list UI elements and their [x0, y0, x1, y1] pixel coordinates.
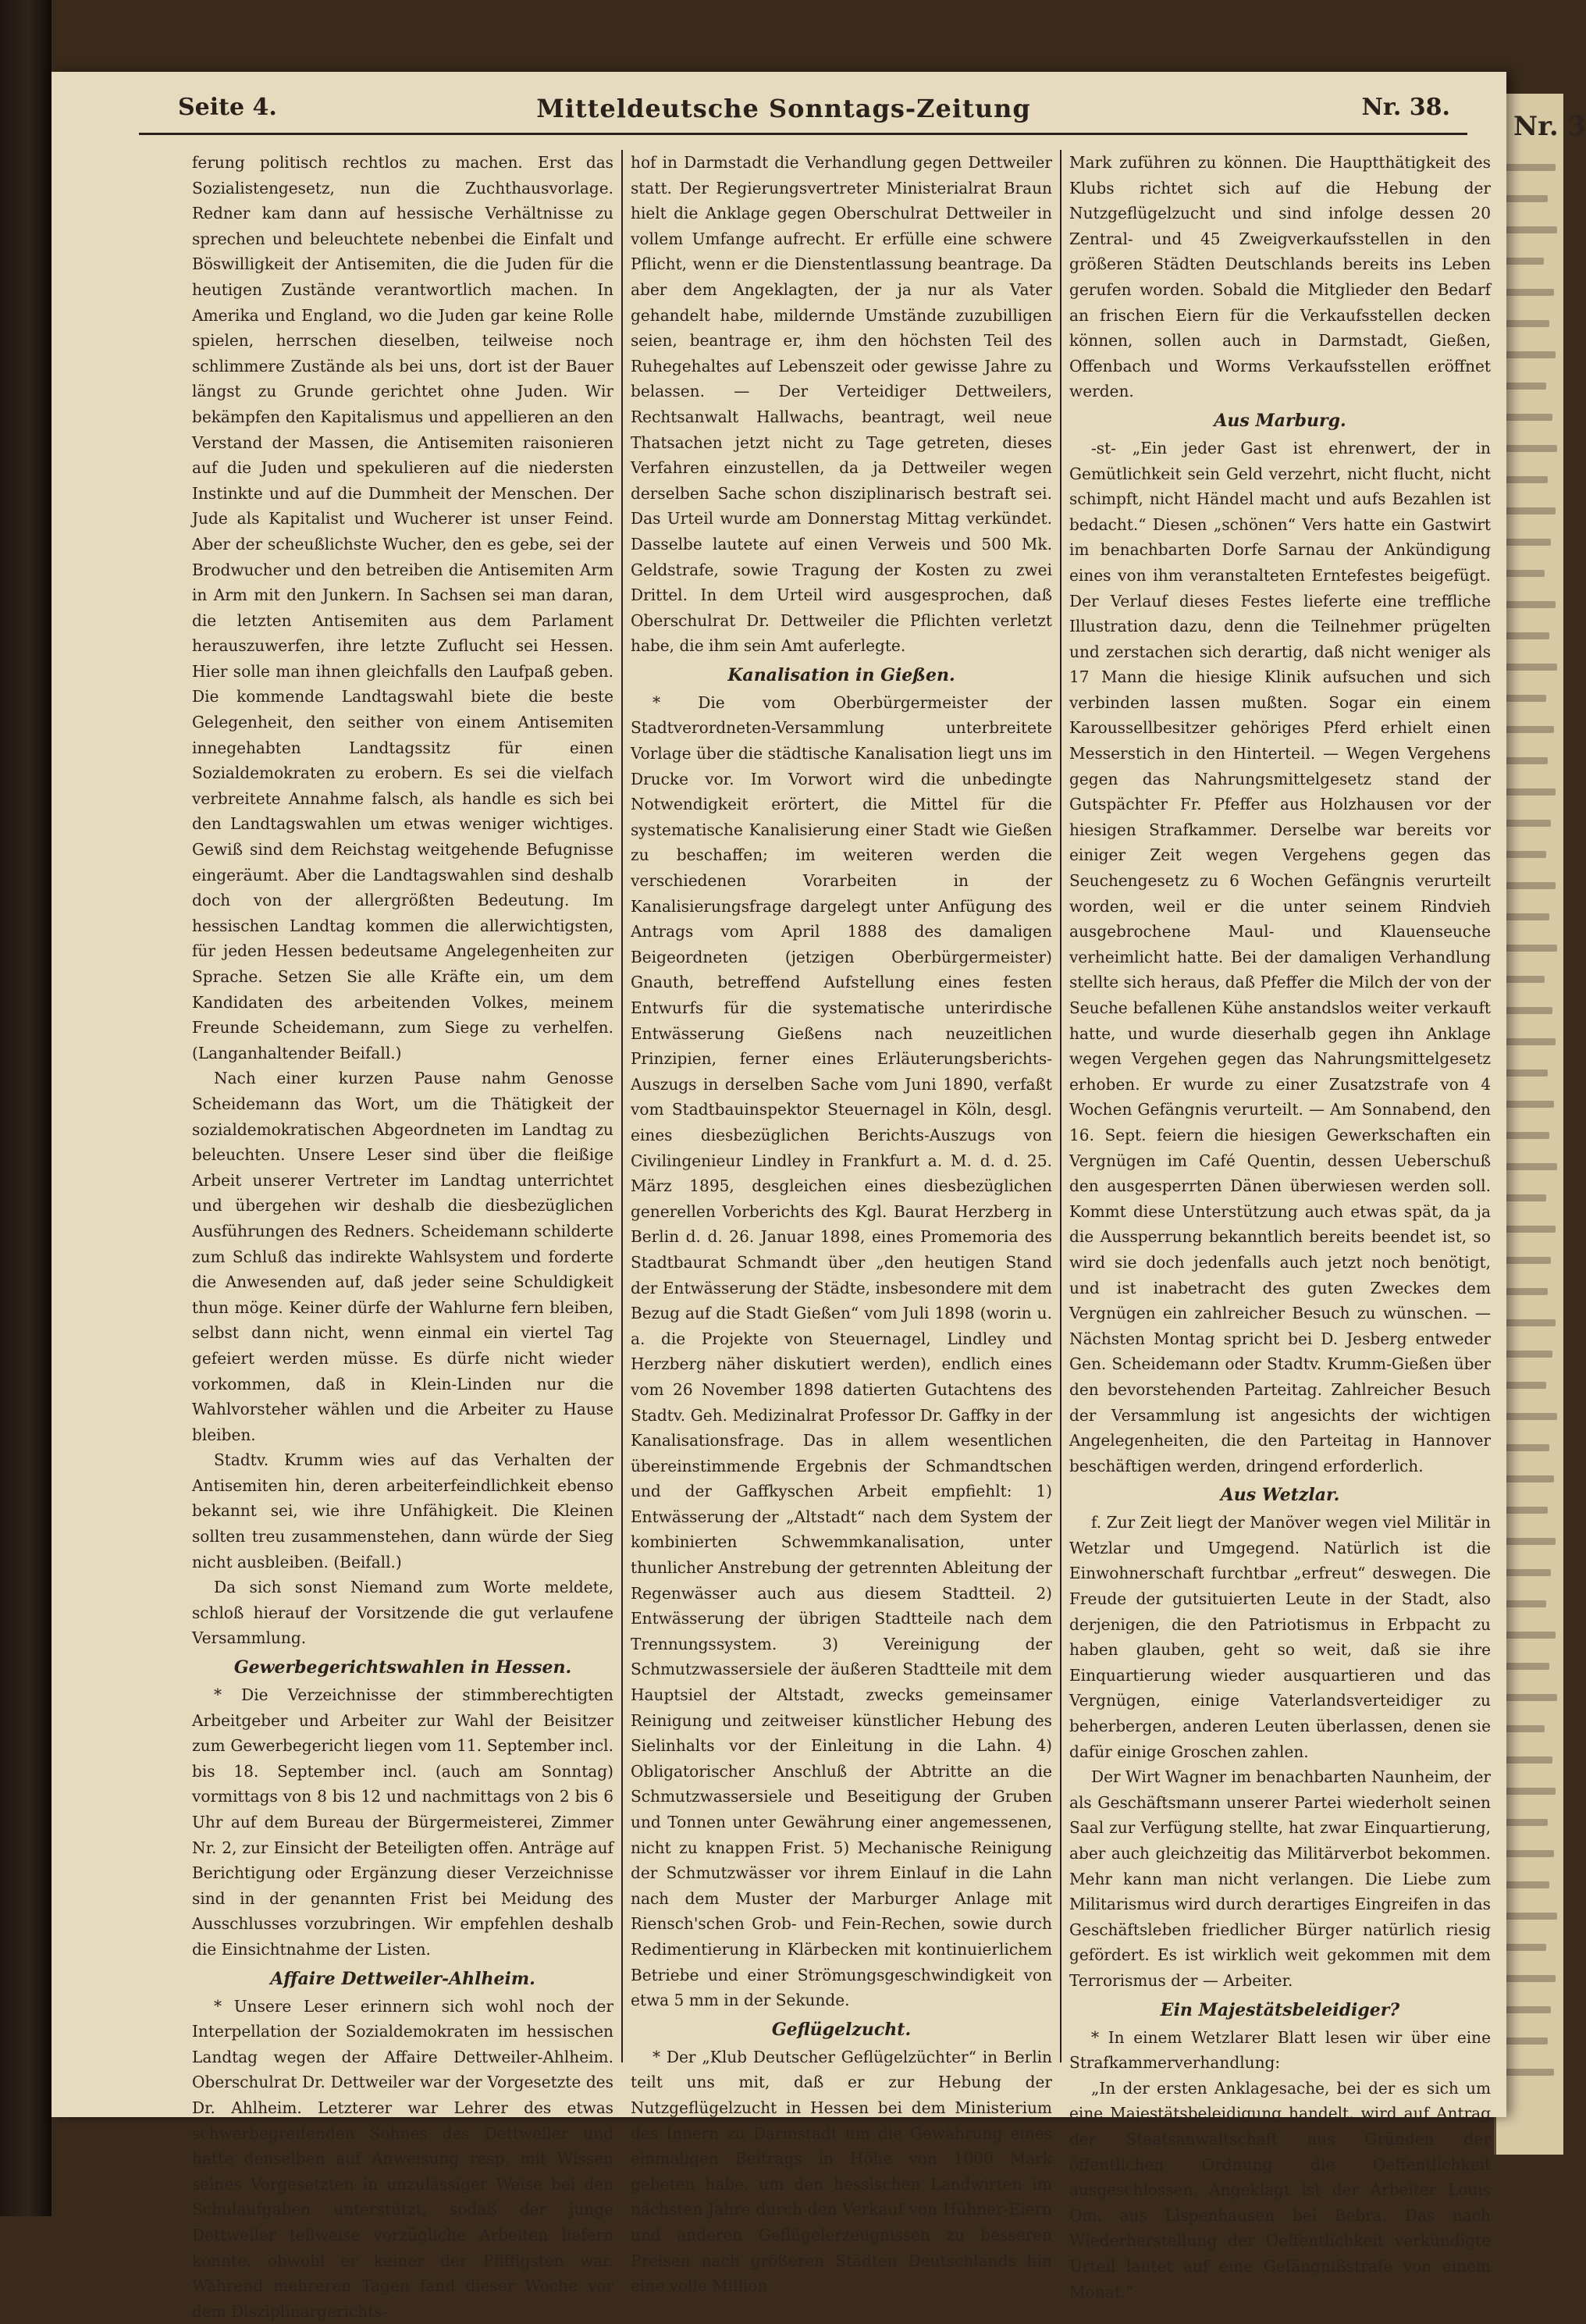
adjacent-text-line: [1501, 1694, 1557, 1701]
adjacent-text-line: [1501, 1319, 1556, 1326]
adjacent-text-line: [1501, 1226, 1556, 1233]
adjacent-text-line: [1501, 507, 1556, 514]
header-rule: [139, 133, 1467, 135]
adjacent-text-line: [1501, 1725, 1545, 1732]
adjacent-text-line: [1501, 664, 1557, 671]
adjacent-text-line: [1501, 1850, 1554, 1857]
column-1: [192, 150, 613, 2321]
adjacent-text-line: [1501, 1569, 1551, 1576]
article-paragraph: * Die Verzeichnisse der stimmberechtigten Arbeitgeber und Arbeiter zur Wahl der Beisitzer zum Gewerbegericht liegen vom 11. September incl. bis 18. September incl. (auch am Sonntag) vormittags von 8 bis 12 und nachmittags von 2 bis 6 Uhr auf dem Bureau der Bürgermeisterei, Zimmer Nr. 2, zur Einsicht der Beteiligten offen. Anträge auf Berichtigung oder Ergänzung dieser Verzeichnisse sind in der genannten Frist bei Meidung des Ausschlusses vorzubringen. Wir empfehlen deshalb die Einsichtnahme der Listen.: [192, 1685, 613, 1959]
adjacent-text-line: [1501, 976, 1545, 983]
article-paragraph: ferung politisch rechtlos zu machen. Erst das Sozialistengesetz, nun die Zuchthausvorlage. Redner kam dann auf hessische Verhältnisse zu sprechen und beleuchtete nebenbei die Einfalt und Böswilligkeit der Antisemiten, die die Juden für die heutigen Zustände verantwortlich machen. In Amerika und England, wo die Juden gar keine Rolle spielen, herrschen dieselben, teilweise noch schlimmere Zustände als bei uns, dort ist der Bauer längst zu Grunde gerichtet ohne Juden. Wir bekämpfen den Kapitalismus und appellieren an den Verstand der Massen, die Antisemiten raisonieren auf die Juden und spekulieren auf die niedersten Instinkte und auf die Dummheit der Menschen. Der Jude als Kapitalist und Wucherer ist unser Feind. Aber der scheußlichste Wucher, den es gebe, sei der Brodwucher und den betreiben die Antisemiten Arm in Arm mit den Junkern. In Sachsen sei man daran, die letzten Antisemiten aus dem Parlament herauszuwerfen, ihre letzte Zuflucht sei Hessen. Hier solle man ihnen gleichfalls den Laufpaß geben. Die kommende Landtagswahl biete die beste Gelegenheit, den seither von einem Antisemiten innegehabten Landtagssitz für einen Sozialdemokraten zu erobern. Es sei die vielfach verbreitete Annahme falsch, als handle es sich bei den Landtagswahlen um etwas weniger wichtiges. Gewiß sind dem Reichstag weitgehende Befugnisse eingeräumt. Aber die Landtagswahlen sind deshalb doch von der allergrößten Bedeutung. Im hessischen Landtag kommen die allerwichtigsten, für jeden Hessen bedeutsame Angelegenheiten zur Sprache. Setzen Sie alle Kräfte ein, um dem Kandidaten des arbeitenden Volkes, meinem Freunde Scheidemann, zum Siege zu verhelfen. (Langanhaltender Beifall.): [192, 153, 613, 1062]
adjacent-text-line: [1501, 1007, 1552, 1014]
page-number: Seite 4.: [178, 94, 277, 121]
adjacent-text-line: [1501, 1507, 1548, 1514]
adjacent-text-line: [1501, 1788, 1556, 1795]
article-heading: Aus Wetzlar.: [1220, 1485, 1340, 1506]
article-paragraph: -st- „Ein jeder Gast ist ehrenwert, der in Gemütlichkeit sein Geld verzehrt, nicht flucht, nicht schimpft, nicht Händel macht und aufs Bezahlen ist bedacht.“ Diesen „schönen“ Vers hatte ein Gastwirt im benachbarten Dorfe Sarnau der Ankündigung eines von ihm veranstalteten Erntefestes beigefügt. Der Verlauf dieses Festes lieferte eine treffliche Illustration dazu, denn die Teilnehmer prügelten und zerstachen sich derartig, daß nicht weniger als 17 Mann die hiesige Klinik aufsuchen und sich verbinden lassen mußten. Sogar ein einem Karoussellbesitzer gehöriges Pferd erhielt einen Messerstich in den Hinterteil. — Wegen Vergehens gegen das Nahrungsmittelgesetz stand der Gutspächter Fr. Pfeffer aus Holzhausen vor der hiesigen Strafkammer. Derselbe war bereits vor einiger Zeit wegen Vergehens gegen das Seuchengesetz zu 6 Wochen Gefängnis verurteilt worden, weil er die unter seinem Rindvieh ausgebrochene Maul- und Klauenseuche verheimlicht hatte. Bei der damaligen Verhandlung stellte sich heraus, daß Pfeffer die Milch der von der Seuche befallenen Kühe anstandslos weiter verkauft hatte, und wurde dieserhalb gegen ihn Anklage wegen Vergehen gegen das Nahrungsmittelgesetz erhoben. Er wurde zu einer Zusatzstrafe von 4 Wochen Gefängnis verurteilt. — Am Sonnabend, den 16. Sept. feiern die hiesigen Gewerkschaften ein Vergnügen im Café Quentin, dessen Ueberschuß den ausgesperrten Dänen überwiesen werden soll. Kommt diese Unterstützung auch etwas spät, da ja die Aussperrung bekanntlich bereits beendet ist, so wird sie doch jedenfalls auch jetzt noch benötigt, und ist inabetracht des guten Zweckes dem Vergnügen ein zahlreicher Besuch zu wünschen. — Nächsten Montag spricht bei D. Jesberg entweder Gen. Scheidemann oder Stadtv. Krumm-Gießen über den bevorstehenden Parteitag. Zahlreicher Besuch der Versammlung ist angesichts der wichtigen Angelegenheiten, die den Parteitag in Hannover beschäftigen werden, dringend erforderlich.: [1069, 438, 1491, 1475]
adjacent-text-line: [1501, 820, 1551, 827]
article-paragraph: „In der ersten Anklagesache, bei der es sich um eine Majestätsbeleidigung handelt, wird auf Antrag der Staatsanwaltschaft aus Gründen der öffentlichen Ordnung die Oeffentlichkeit ausgeschlossen. Angeklagt ist der Arbeiter Louis Om. aus Lispenhausen bei Bebra. Das nach Wiederherstellung der Oeffentlichkeit verkündigte Urteil lautet auf eine Gefängnißstrafe von einem Monat.“: [1069, 2078, 1491, 2301]
adjacent-text-line: [1501, 1663, 1549, 1670]
adjacent-text-line: [1501, 351, 1556, 358]
adjacent-text-line: [1501, 1038, 1556, 1045]
article-paragraph: Stadtv. Krumm wies auf das Verhalten der Antisemiten hin, deren arbeiterfeindlichkeit ebenso bekannt sei, wie ihre Unfähigkeit. Die Kleinen sollten treu zusammenstehen, dann würde der Sieg nicht ausbleiben. (Beifall.): [192, 1450, 613, 1571]
column-2: [631, 150, 1052, 2296]
adjacent-text-line: [1501, 1538, 1556, 1545]
adjacent-text-line: [1501, 445, 1557, 452]
adjacent-text-line: [1501, 1975, 1556, 1982]
adjacent-text-line: [1501, 632, 1549, 639]
adjacent-text-line: [1501, 289, 1554, 296]
adjacent-text-line: [1501, 1382, 1546, 1389]
adjacent-text-line: [1501, 1101, 1554, 1108]
adjacent-text-line: [1501, 1194, 1546, 1201]
article-heading: Ein Majestätsbeleidiger?: [1160, 1999, 1400, 2020]
adjacent-text-line: [1501, 226, 1557, 233]
adjacent-text-line: [1501, 1132, 1549, 1139]
adjacent-text-line: [1501, 1475, 1554, 1482]
adjacent-text-line: [1501, 383, 1546, 390]
adjacent-text-line: [1501, 757, 1548, 764]
newspaper-page: [52, 72, 1506, 2321]
adjacent-text-line: [1501, 1944, 1546, 1951]
adjacent-text-line: [1501, 1600, 1546, 1607]
adjacent-text-line: [1501, 601, 1556, 608]
article-paragraph: hof in Darmstadt die Verhandlung gegen Dettweiler statt. Der Regierungsvertreter Ministerialrat Braun hielt die Anklage gegen Oberschulrat Dettweiler in vollem Umfange aufrecht. Er erfülle eine schwere Pflicht, wenn er die Dienstentlassung beantrage. Da aber dem Angeklagten, der ja nur als Vater gehandelt habe, mildernde Umstände zuzubilligen seien, beantrage er, ihm den höchsten Teil des Ruhegehaltes auf Lebenszeit oder gewisse Jahre zu belassen. — Der Verteidiger Dettweilers, Rechtsanwalt Hallwachs, beantragt, weil neue Thatsachen jetzt nicht zu Tage getreten, dieses Verfahren einzustellen, da ja Dettweiler wegen derselben Sache schon disziplinarisch bestraft sei. Das Urteil wurde am Donnerstag Mittag verkündet. Dasselbe lautete auf einen Verweis und 500 Mk. Geldstrafe, sowie Tragung der Kosten zu zwei Drittel. In dem Urteil wird ausgesprochen, daß Oberschulrat Dr. Dettweiler die Pflichten verletzt habe, die ihm sein Amt auferlegte.: [631, 153, 1052, 656]
adjacent-text-line: [1501, 695, 1546, 702]
article-paragraph: Da sich sonst Niemand zum Worte meldete, schloß hierauf der Vorsitzende die gut verlaufene Versammlung.: [192, 1578, 613, 1648]
adjacent-text-line: [1501, 320, 1549, 327]
column-divider: [621, 150, 623, 2062]
article-heading: Geflügelzucht.: [771, 2019, 912, 2040]
article-paragraph: Mark zuführen zu können. Die Hauptthätigkeit des Klubs richtet sich auf die Hebung der Nutzgeflügelzucht und sind infolge dessen 20 Zentral- und 45 Zweigverkaufsstellen in den größeren Städten Deutschlands bereits ins Leben gerufen worden. Sobald die Mitglieder den Bedarf an frischen Eiern für die Verkaufsstellen decken können, sollen auch in Darmstadt, Gießen, Offenbach und Worms Verkaufsstellen eröffnet werden.: [1069, 153, 1491, 401]
adjacent-text-line: [1501, 726, 1554, 733]
issue-number: Nr. 38.: [1361, 94, 1450, 121]
article-paragraph: Der Wirt Wagner im benachbarten Naunheim, der als Geschäftsmann unserer Partei wiederholt seinen Saal zur Verfügung stellte, hat zwar Einquartierung, aber auch gleichzeitig das Militärverbot bekommen. Mehr kann man nicht verlangen. Die Liebe zum Militarismus wird durch derartiges Eingreifen in das Geschäftsleben friedlicher Bürger natürlich riesig gefördert. Es ist wirklich weit gekommen mit dem Terrorismus der — Arbeiter.: [1069, 1767, 1491, 1990]
article-paragraph: * Die vom Oberbürgermeister der Stadtverordneten-Versammlung unterbreitete Vorlage über die städtische Kanalisation liegt uns im Drucke vor. Im Vorwort wird die unbedingte Notwendigkeit erörtert, die Mittel für die systematische Kanalisierung einer Stadt wie Gießen zu beschaffen; im weiteren werden die verschiedenen Vorarbeiten in der Kanalisierungsfrage dargelegt unter Anfügung des Antrags vom April 1888 des damaligen Beigeordneten (jetzigen Oberbürgermeister) Gnauth, betreffend Aufstellung eines festen Entwurfs für die systematische unterirdische Entwässerung Gießens nach neuzeitlichen Prinzipien, ferner eines Erläuterungsberichts-Auszugs in derselben Sache vom Juni 1890, verfaßt vom Stadtbauinspektor Steuernagel in Köln, desgl. eines diesbezüglichen Berichts-Auszugs von Civilingenieur Lindley in Frankfurt a. M. d. d. 25. März 1895, desgleichen eines diesbezüglichen generellen Vorberichts des Kgl. Baurat Herzberg in Berlin d. d. 26. Januar 1898, eines Promemoria des Stadtbaurat Schmandt über „den heutigen Stand der Entwässerung der Städte, insbesondere mit dem Bezug auf die Stadt Gießen“ vom Juli 1898 (worin u. a. die Projekte von Steuernagel, Lindley und Herzberg näher diskutiert werden), endlich eines vom 26 November 1898 datierten Gutachtens des Stadtv. Geh. Medizinalrat Professor Dr. Gaffky in der Kanalisationsfrage. Das in allem wesentlichen übereinstimmende Ergebnis der Schmandtschen und der Gaffkyschen Arbeit empfiehlt: 1) Entwässerung der „Altstadt“ nach dem System der kombinierten Schwemmkanalisation, unter thunlicher Anstrebung der getrennten Ableitung der Regenwässer auch aus diesem Stadtteil. 2) Entwässerung der übrigen Stadtteile nach dem Trennungssystem. 3) Vereinigung der Schmutzwassersiele der äußeren Stadtteile mit dem Hauptsiel der Altstadt, zwecks gemeinsamer Reinigung und zeitweiser künstlicher Hebung des Sielinhalts vor der Einleitung in die Lahn. 4) Obligatorischer Anschluß der Abtritte an die Schmutzwassersiele und Beseitigung der Gruben und Tonnen unter Gewährung einer angemessenen, nicht zu knappen Frist. 5) Mechanische Reinigung der Schmutzwässer vor ihrem Einlauf in die Lahn nach dem Muster der Marburger Anlage mit Riensch'schen Grob- und Fein-Rechen, sowie durch Redimentierung in Klärbecken mit kontinuierlichem Betriebe und einer Strömungsgeschwindigkeit von etwa 5 mm in der Sekunde.: [631, 692, 1052, 2010]
adjacent-text-line: [1501, 1756, 1552, 1763]
adjacent-text-line: [1501, 851, 1546, 858]
adjacent-text-line: [1501, 570, 1545, 577]
adjacent-text-line: [1501, 1069, 1548, 1077]
adjacent-text-line: [1501, 788, 1556, 795]
article-heading: Gewerbegerichtswahlen in Hessen.: [233, 1657, 572, 1678]
adjacent-text-line: [1501, 1632, 1556, 1639]
book-binding: [0, 0, 52, 2216]
adjacent-text-line: [1501, 2038, 1548, 2045]
adjacent-text-line: [1501, 1819, 1548, 1826]
adjacent-text-line: [1501, 2006, 1551, 2013]
newspaper-title: Mitteldeutsche Sonntags-Zeitung: [536, 94, 1031, 123]
adjacent-text-line: [1501, 913, 1549, 920]
adjacent-text-line: [1501, 539, 1551, 546]
adjacent-text-line: [1501, 164, 1556, 171]
column-divider: [1060, 150, 1061, 2062]
adjacent-text-line: [1501, 1257, 1551, 1264]
adjacent-text-line: [1501, 195, 1548, 202]
adjacent-text-line: [1501, 1351, 1552, 1358]
article-paragraph: * In einem Wetzlarer Blatt lesen wir über eine Strafkammerverhandlung:: [1069, 2027, 1491, 2073]
adjacent-text-line: [1501, 1444, 1549, 1451]
article-paragraph: * Der „Klub Deutscher Geflügelzüchter“ in Berlin teilt uns mit, daß er zur Hebung der Nutzgeflügelzucht in Hessen bei dem Ministerium des Innern zu Darmstadt um die Gewährung eines einmaligen Beitrags in Höhe von 1000 Mark gebeten habe, um den hessischen Landwirten im nächsten Jahre durch den Verkauf von Hühner-Eiern und anderen Geflügelerzeugnissen zu besseren Preisen nach größeren Städten Deutschlands hin eine volle Million: [631, 2047, 1052, 2296]
adjacent-text-line: [1501, 882, 1556, 889]
article-paragraph: * Unsere Leser erinnern sich wohl noch der Interpellation der Sozialdemokraten im hessischen Landtag wegen der Affaire Dettweiler-Ahlheim. Oberschulrat Dr. Dettweiler war der Vorgesetzte des Dr. Ahlheim. Letzterer war Lehrer des etwas schwerbegreifenden Sohnes des Dettweiler und hatte denselben auf Anweisung resp. mit Wissen seines Vorgesetzten in unzulässiger Weise bei den Schulaufgaben unterstützt, sodaß der junge Dettweiler teilweise vorzügliche Arbeiten liefern konnte, obwohl er keiner der Pfiffigsten war. Während mehreren Tagen fand dieser Woche vor dem Disziplinargerichts-: [192, 1996, 613, 2321]
adjacent-text-line: [1501, 258, 1544, 265]
adjacent-text-line: [1501, 1413, 1557, 1420]
adjacent-text-line: [1501, 2069, 1554, 2076]
adjacent-text-line: [1501, 1163, 1557, 1170]
adjacent-page-header: Nr. 3: [1513, 111, 1586, 142]
article-paragraph: Nach einer kurzen Pause nahm Genosse Scheidemann das Wort, um die Thätigkeit der sozialdemokratischen Abgeordneten im Landtag zu beleuchten. Unsere Leser sind über die fleißige Arbeit unserer Vertreter im Landtag unterrichtet und übergehen wir deshalb die diesbezüglichen Ausführungen des Redners. Scheidemann schilderte zum Schluß das indirekte Wahlsystem und forderte die Anwesenden auf, daß jeder seine Schuldigkeit thun möge. Keiner dürfe der Wahlurne fern bleiben, selbst dann nicht, wenn einmal ein viertel Tag gefeiert werden müsse. Es dürfe nicht wieder vorkommen, daß in Klein-Linden nur die Wahlvorsteher wählen und die Arbeiter zu Hause bleiben.: [192, 1069, 613, 1444]
adjacent-text-line: [1501, 1881, 1549, 1888]
running-header: [91, 94, 1477, 144]
adjacent-text-line: [1501, 945, 1557, 952]
adjacent-text-line: [1501, 476, 1548, 483]
article-heading: Affaire Dettweiler-Ahlheim.: [270, 1968, 535, 1989]
adjacent-text-line: [1501, 1913, 1557, 1920]
article-paragraph: f. Zur Zeit liegt der Manöver wegen viel Militär in Wetzlar und Umgegend. Natürlich ist die Einwohnerschaft furchtbar „erfreut“ deswegen. Die Freude der gutsituierten Leute in der Stadt, also derjenigen, die den Patriotismus in Erbpacht zu haben glauben, geht so weit, daß sie ihre Einquartierung wieder ausquartieren und das Vergnügen, einige Vaterlandsverteidiger zu beherbergen, anderen Leuten überlassen, denen sie dafür einige Groschen zahlen.: [1069, 1513, 1491, 1761]
adjacent-text-line: [1501, 414, 1552, 421]
article-heading: Aus Marburg.: [1214, 410, 1346, 431]
article-heading: Kanalisation in Gießen.: [727, 664, 955, 685]
column-3: [1069, 150, 1491, 2301]
adjacent-text-line: [1501, 1288, 1548, 1295]
